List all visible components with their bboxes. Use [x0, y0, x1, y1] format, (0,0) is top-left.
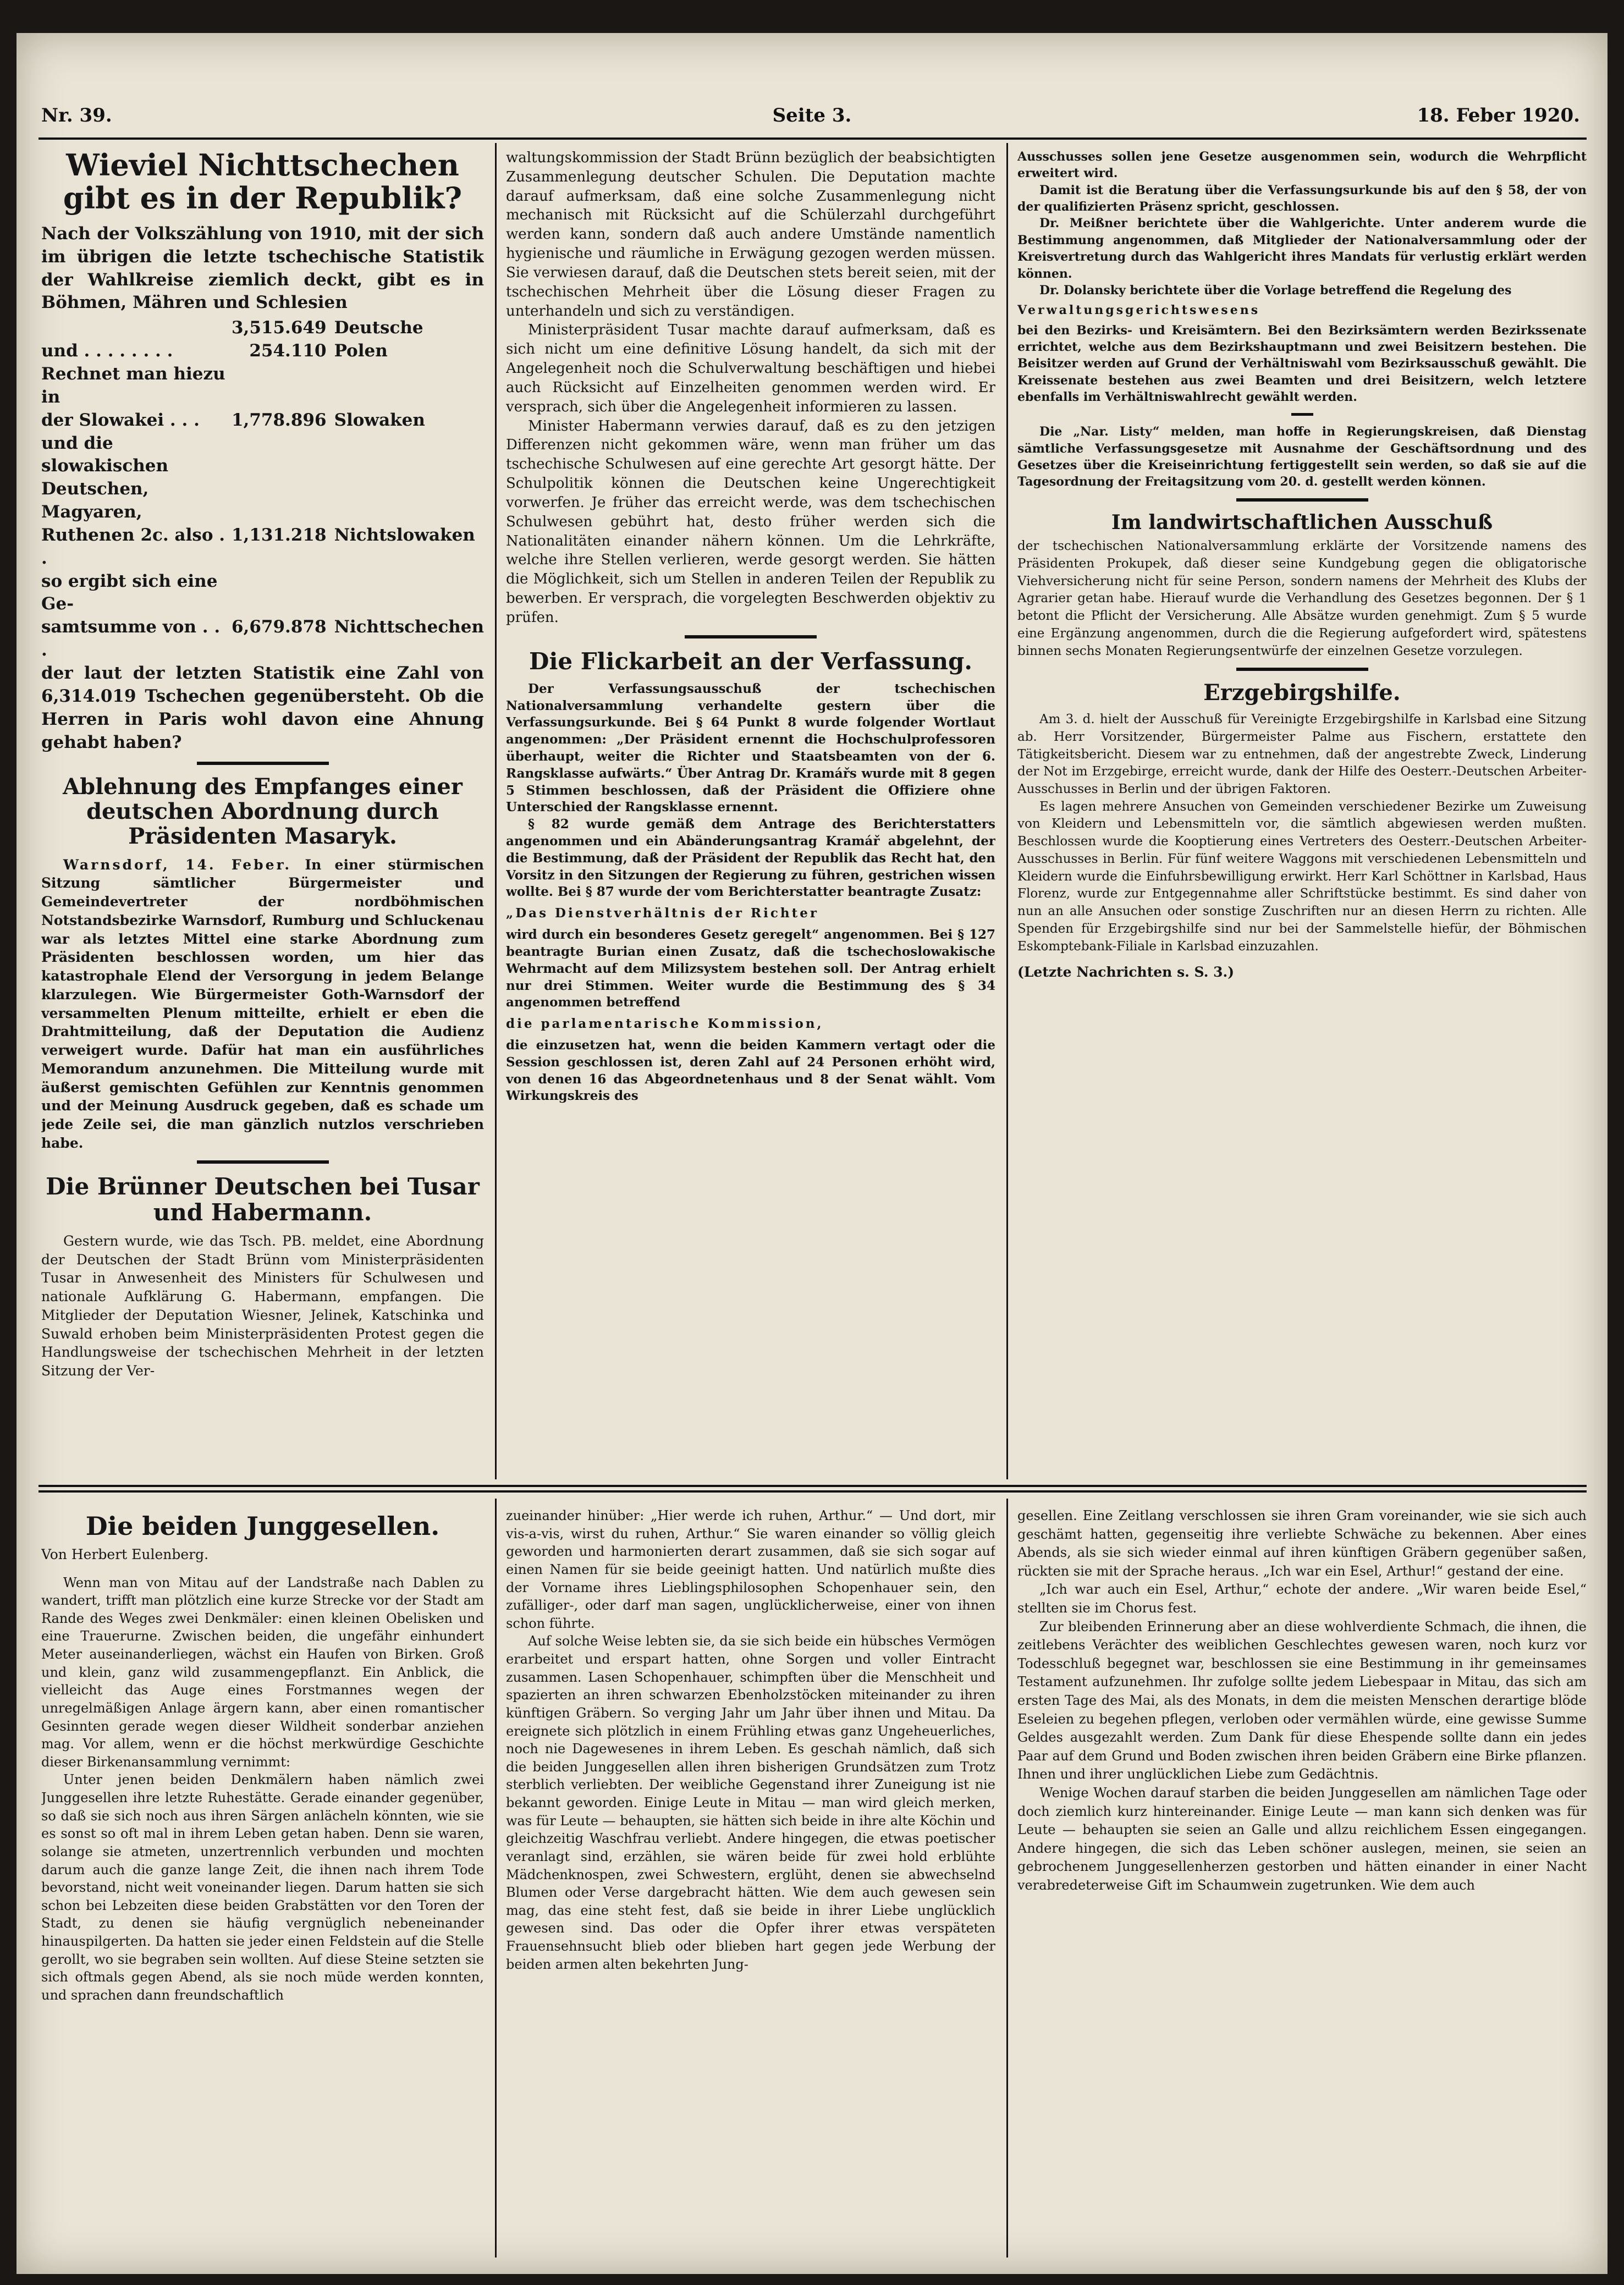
- statistics-label: Rechnet man hiezu in: [41, 364, 225, 407]
- statistics-row: [41, 317, 484, 340]
- feuilleton-column-1: [41, 1507, 484, 2266]
- article-verfassung-quote2: die parlamentarische Kommission,: [506, 1016, 824, 1032]
- article-verfassung-p2: § 82 wurde gemäß dem Antrage des Berichterstatters angenommen und ein Abänderungsantrag Kramář abgelehnt, der die Bestimmung, daß der Präsident der Republik das Recht hat, den Vorsitz in den Sitzungen der Regierung zu führen, gestrichen wissen wollte. Bei § 87 wurde der vom Berichterstatter beantragte Zusatz:: [506, 817, 995, 900]
- article-erzgebirgshilfe-p2: Es lagen mehrere Ansuchen von Gemeinden verschiedener Bezirke um Zuweisung von Kleidern und Lebensmitteln vor, die sämtlich abgewiesen werden mußten. Beschlossen wurde die Kooptierung eines Vertreters des Oesterr.-Deutschen Arbeiter-Ausschusses in Berlin. Für fünf weitere Waggons mit verschiedenen Lebensmitteln und Kleidern wurde die Einfuhrsbewilligung erwirkt. Herr Karl Schöttner in Karlsbad, Haus Florenz, wurde zur Entgegennahme aller Schriftstücke bestimmt. Es sind daher von nun an alle Ansuchen oder sonstige Zuschriften nur an diesen Herrn zu richten. Alle Spenden für Erzgebirgshilfe sind nur bei der Sammelstelle hiefür, der Böhmischen Eskomptebank-Filiale in Karlsbad einzuzahlen.: [1017, 799, 1587, 954]
- header-rule: [38, 137, 1587, 140]
- article-intro: Nach der Volkszählung von 1910, mit der sich im übrigen die letzte tschechische Statistik der Wahlkreise ziemlich deckt, gibt es in Böhmen, Mähren und Schlesien: [41, 223, 484, 313]
- statistics-value: 1,778.896: [231, 410, 327, 430]
- feuilleton-column-rule-1: [495, 1499, 497, 2258]
- article-title-abordnung: Ablehnung des Empfanges einer deutschen Abordnung durch Präsidenten Masaryk.: [63, 774, 463, 849]
- statistics-label: so ergibt sich eine Ge-: [41, 571, 218, 614]
- statistics-unit: [334, 363, 484, 409]
- issue-number: Nr. 39.: [41, 104, 112, 126]
- separator: [1291, 413, 1313, 416]
- statistics-unit: Deutsche: [334, 318, 423, 338]
- feuilleton-p5: gesellen. Eine Zeitlang verschlossen sie ihren Gram voreinander, wie sie sich auch geschämt hatten, gegenseitig ihre verliebte Schwäche zu bekennen. Aber eines Abends, als sie sich wieder einmal auf ihren künftigen Gräbern gegenüber saßen, rückten sie mit der Sprache heraus. „Ich war ein Esel, Arthur!“ gestand der eine.: [1017, 1508, 1587, 1579]
- feuilleton-title: Die beiden Junggesellen.: [85, 1511, 440, 1541]
- statistics-value: [232, 432, 334, 478]
- column-1: [41, 148, 484, 1479]
- statistics-unit: Nichtslowaken: [334, 525, 475, 545]
- column-2: [506, 148, 995, 1479]
- statistics-label: [41, 317, 232, 340]
- article-title-verfassung: Die Flickarbeit an der Verfassung.: [529, 647, 972, 675]
- statistics-unit: Polen: [334, 341, 388, 361]
- feuilleton-column-2: [506, 1507, 995, 2266]
- article-title-erzgebirgshilfe: Erzgebirgshilfe.: [1203, 680, 1401, 706]
- statistics-label: und die slowakischen: [41, 433, 169, 476]
- statistics-label: der Slowakei . . .: [41, 410, 200, 430]
- statistics-unit: [334, 478, 484, 524]
- feuilleton-column-rule-2: [1006, 1499, 1008, 2258]
- statistics-value: [232, 570, 334, 616]
- statistics-value: 1,131.218: [231, 525, 327, 545]
- statistics-unit: Slowaken: [334, 410, 425, 430]
- statistics-label: und . . . . . . . .: [41, 341, 173, 361]
- feuilleton-p1: Wenn man von Mitau auf der Landstraße nach Dablen zu wandert, trifft man plötzlich eine kurze Strecke vor der Stadt am Rande des Weges zwei Denkmäler: einen kleinen Obelisken und eine Trauerurne. Zwischen beiden, die ungefähr einhundert Meter auseinanderliegen, wächst ein Haufen von Birken. Groß und klein, ganz wild zusammengepflanzt. Ein Anblick, die vielleicht das Auge eines Forstmannes wegen der unregelmäßigen Anlage ärgern kann, aber einen romantischer Gesinnten gerade wegen dieser Wildheit sonderbar anziehen mag. Vor allem, wenn er die höchst merkwürdige Geschichte dieser Birkenansammlung vernimmt:: [41, 1574, 484, 1770]
- statistics-row: [41, 478, 484, 524]
- page-number: Seite 3.: [772, 104, 852, 126]
- statistics-row: [41, 616, 484, 662]
- column-rule-2: [1006, 143, 1008, 1479]
- feuilleton-p8: Wenige Wochen darauf starben die beiden Junggesellen am nämlichen Tage oder doch ziemlich kurz hintereinander. Einige Leute — man kann sich denken was für Leute — behaupten sie seien an Galle und allzu reichlichem Essen eingegangen. Andere hingegen, die sich das Leben schöner auslegen, meinen, sie seien an gebrochenem Junggesellenherzen gestorben und hätten einander in einer Nacht verabredeterweise Gift im Schaumwein zugetrunken. Wie dem auch: [1017, 1785, 1587, 1893]
- column-3: [1017, 148, 1587, 1479]
- statistics-row: [41, 363, 484, 409]
- statistics-unit: [334, 570, 484, 616]
- statistics-value: [232, 478, 334, 524]
- statistics-row: [41, 524, 484, 570]
- statistics-row: [41, 432, 484, 478]
- statistics-row: [41, 340, 484, 363]
- feuilleton-rule-top: [38, 1485, 1587, 1487]
- article-verfassung-p4: die einzusetzen hat, wenn die beiden Kammern vertagt oder die Session geschlossen ist, deren Zahl auf 24 Personen erhöht wird, von denen 16 das Abgeordnetenhaus und 8 der Senat wählt. Vom Wirkungskreis des: [506, 1037, 995, 1104]
- article-bruenner-p3: Minister Habermann verwies darauf, daß es zu den jetzigen Differenzen nicht gekommen wäre, wenn man früher um das tschechische Schulwesen auf eine gerechte Art gesorgt hätte. Der Schulpolitik können die Deutschen keine Ungerechtigkeit vorwerfen. Je früher das erreicht werde, was dem tschechischen Schulwesen gebührt hat, desto früher werden sich die Nationalitäten einander nähern können. Um die Lehrkräfte, welche ihre Stellen verlieren, werde gesorgt werden. Sie hätten die Möglichkeit, sich um Stellen in anderen Teilen der Republik zu bewerben. Er versprach, die vorgelegten Beschwerden objektiv zu prüfen.: [506, 417, 995, 626]
- article-abordnung-text: In einer stürmischen Sitzung sämtlicher Bürgermeister und Gemeindevertreter der nordböhmischen Notstandsbezirke Warnsdorf, Rumburg und Schluckenau war als letztes Mittel eine starke Abordnung zum Präsidenten beschlossen worden, um hier das katastrophale Elend der Versorgung in jedem Belange klarzulegen. Wie Bürgermeister Goth-Warnsdorf der versammelten Plenum mitteilte, erhielt er eben die Drahtmitteilung, daß der Deputation die Audienz verweigert wurde. Dafür hat man ein ausführliches Memorandum anzunehmen. Die Mitteilung wurde mit äußerst gemischten Gefühlen zur Kenntnis genommen und der Meinung Ausdruck gegeben, daß es schade um jede Zeile sei, die man gänzlich nutzlos verschrieben habe.: [41, 856, 484, 1151]
- issue-date: 18. Feber 1920.: [1417, 104, 1580, 126]
- feuilleton-p7: Zur bleibenden Erinnerung aber an diese wohlverdiente Schmach, die ihnen, die zeitlebens Verächter des weiblichen Geschlechtes gewesen waren, noch kurz vor Todesschluß begegnet war, beschlossen sie eine Bestimmung in ihr gemeinsames Testament aufzunehmen. Ihr zufolge sollte jedem Liebespaar in Mitau, das sich am ersten Tage des Mai, als des Monats, in dem die meisten Menschen derartige blöde Eseleien zu begehen pflegen, verloben oder vermählen würde, eine gewisse Summe Geldes ausgezahlt werden. Zum Dank für diese Ehespende sollte dann ein jedes Paar auf dem Grund und Boden zwischen ihren beiden Gräbern eine Birke pflanzen. Ihnen und ihrer unglücklichen Liebe zum Gedächtnis.: [1017, 1618, 1587, 1782]
- statistics-value: 6,679.878: [231, 617, 327, 637]
- newspaper-page: [16, 33, 1608, 2274]
- statistics-value: 254.110: [249, 341, 327, 361]
- separator: [197, 1160, 329, 1164]
- article-title-nichttschechen: Wieviel Nichttschechen gibt es in der Republik?: [63, 148, 463, 216]
- statistics-label: samtsumme von . . .: [41, 617, 221, 660]
- article-bruenner-text: Gestern wurde, wie das Tsch. PB. meldet, eine Abordnung der Deutschen der Stadt Brünn vom Ministerpräsidenten Tusar in Anwesenheit des Ministers für Schulwesen und nationale Aufklärung G. Habermann, empfangen. Die Mitglieder der Deputation Wiesner, Jelinek, Katschinka und Suwald erhoben beim Ministerpräsidenten Protest gegen die Handlungsweise der tschechischen Mehrheit in der letzten Sitzung der Ver-: [41, 1232, 484, 1379]
- column-rule-1: [495, 143, 497, 1479]
- article-bruenner-p2: Ministerpräsident Tusar machte darauf aufmerksam, daß es sich nicht um eine definitive Lösung handelt, da sich mit der Angelegenheit noch die Schulverwaltung beschäftigen und hiebei auch Rücksicht auf Einzelheiten genommen werden wird. Er versprach, sich über die Angelegenheit informieren zu lassen.: [506, 322, 995, 415]
- feuilleton-author: Von Herbert Eulenberg.: [41, 1546, 209, 1562]
- article-title-ausschuss: Im landwirtschaftlichen Ausschuß: [1111, 510, 1493, 534]
- statistics-unit: [334, 432, 484, 478]
- statistics-unit: Nichttschechen: [334, 617, 484, 637]
- article-verfassung-c6: Die „Nar. Listy“ melden, man hoffe in Regierungskreisen, daß Dienstag sämtliche Verfassungsgesetze mit Ausnahme der Geschäftsordnung und des Gesetzes über die Kreiseinrichtung fertiggestellt sein werden, so daß sie auf die Tagesordnung der Freitagsitzung vom 20. d. gestellt werden können.: [1017, 425, 1587, 489]
- article-ausschuss-text: der tschechischen Nationalversammlung erklärte der Vorsitzende namens des Präsidenten Prokupek, daß dieser seine Kundgebung gegen die obligatorische Viehversicherung nicht für seine Person, sondern namens der Mehrheit des Klubs der Agrarier getan habe. Hierauf wurde die Verhandlung des Gesetzes begonnen. Der § 1 betont die Pflicht der Versicherung. Alle Absätze wurden genehmigt. Zum § 5 wurde eine Ergänzung angenommen, durch die die Regierung aufgefordert wird, spätestens binnen sechs Monaten Regierungsentwürfe der einzelnen Gesetze vorzulegen.: [1017, 539, 1587, 658]
- statistics-table: [41, 317, 484, 662]
- article-abordnung-body: [41, 856, 484, 1153]
- feuilleton-column-3: [1017, 1507, 1587, 2266]
- separator: [1236, 498, 1368, 502]
- feuilleton-p6: „Ich war auch ein Esel, Arthur,“ echote der andere. „Wir waren beide Esel,“ stellten sie im Chorus fest.: [1017, 1582, 1587, 1616]
- statistics-row: [41, 409, 484, 432]
- article-verfassung-quote: „Das Dienstverhältnis der Richter: [506, 906, 819, 921]
- feuilleton-p4: Auf solche Weise lebten sie, da sie sich beide ein hübsches Vermögen erarbeitet und erspart hatten, ohne Sorgen und voller Eintracht zusammen. Lasen Schopenhauer, schimpften über die Menschheit und spazierten an ihren schwarzen Ebenholzstöcken miteinander zu ihren künftigen Gräbern. So verging Jahr um Jahr über ihnen und Mitau. Da ereignete sich plötzlich in einem Frühling etwas ganz Ungeheuerliches, noch nie Dagewesenes in ihrem Leben. Es geschah nämlich, daß sich die beiden Junggesellen allen ihren bisherigen Grundsätzen zum Trotz sterblich verliebten. Der weibliche Gegenstand ihrer Zuneigung ist nie bekannt geworden. Einige Leute in Mitau — man wird gleich merken, was für Leute — behaupten, sie hätten sich beide in ihre alte Köchin und gleichzeitig Waschfrau verliebt. Andere hingegen, die etwas poetischer veranlagt sind, erzählen, sie wären beide für zwei hold erblühte Mädchenknospen, zwei Schwestern, erglüht, denen sie abwechselnd Blumen oder Verse dargebracht hätten. Wie dem auch gewesen sein mag, das eine steht fest, daß sie beide in ihrer Liebe unglücklich gewesen sind. Das oder die Opfer ihrer etwas verspäteten Frauensehnsucht blieb oder blieben hart gegen jede Werbung der beiden armen alten bekehrten Jung-: [506, 1633, 995, 1972]
- feuilleton-p2: Unter jenen beiden Denkmälern haben nämlich zwei Junggesellen ihre letzte Ruhestätte. Gerade einander gegenüber, so daß sie sich noch aus ihren Särgen anlächeln könnten, wie sie es sonst so oft mal in ihrem Leben getan haben. Denn sie waren, solange sie atmeten, unzertrennlich verbunden und mochten darum auch die ganze lange Zeit, die ihnen nach ihrem Tode bevorstand, nicht weit voneinander liegen. Darum hatten sie sich schon bei Lebzeiten diese beiden Grabstätten vor den Toren der Stadt, zu denen sie häufig vergnüglich nebeneinander hinauspilgerten. Da hatten sie jeder einen Feldstein auf die Stelle gerollt, wo sie begraben sein wollten. Auf diese Steine setzten sie sich oftmals gegen Abend, als sie noch müde werden konnten, und sprachen dann freundschaftlich: [41, 1772, 484, 2003]
- article-verfassung-p3: wird durch ein besonderes Gesetz geregelt“ angenommen. Bei § 127 beantragte Burian einen Zusatz, daß die tschechoslowakische Wehrmacht auf dem Milizsystem bestehen soll. Der Antrag erhielt nur drei Stimmen. Weiter wurde die Bestimmung des § 34 angenommen betreffend: [506, 927, 995, 1010]
- article-bruenner-continued: waltungskommission der Stadt Brünn bezüglich der beabsichtigten Zusammenlegung deutscher Schulen. Die Deputation machte darauf aufmerksam, daß eine solche Zusammenlegung nicht mechanisch mit Rücksicht auf die Schülerzahl durchgeführt werden kann, sondern daß auch andere Umstände namentlich hygienische und räumliche in Erwägung gezogen werden müssen. Sie verwiesen darauf, daß die Deutschen stets bereit seien, mit der tschechischen Mehrheit über die Lösung dieser Fragen zu unterhandeln und sich zu verständigen.: [506, 150, 995, 320]
- article-verfassung-quote3: Verwaltungsgerichtswesens: [1017, 303, 1260, 318]
- article-verfassung-continued: Ausschusses sollen jene Gesetze ausgenommen sein, wodurch die Wehrpflicht erweitert wird.: [1017, 150, 1587, 181]
- statistics-label: Ruthenen 2c. also . .: [41, 525, 225, 568]
- article-title-bruenner: Die Brünner Deutschen bei Tusar und Habermann.: [46, 1172, 480, 1226]
- article-verfassung-c3: Dr. Meißner berichtete über die Wahlgerichte. Unter anderem wurde die Bestimmung angenommen, daß Mitglieder der Nationalversammlung oder der Kreisvertretung durch das Wahlgericht ihres Mandats für verlustig erklärt werden können.: [1017, 216, 1587, 281]
- article-verfassung-c5: bei den Bezirks- und Kreisämtern. Bei den Bezirksämtern werden Bezirkssenate errichtet, welche aus dem Bezirkshauptmann und zwei Beisitzern bestehen. Die Beisitzer werden auf Grund der Verhältniswahl vom Bezirksausschuß gewählt. Die Kreissenate bestehen aus zwei Beamten und drei Beisitzern, welch letztere ebenfalls im Verhältniswahlrecht gewählt werden.: [1017, 323, 1587, 405]
- statistics-value: 3,515.649: [231, 318, 327, 338]
- feuilleton-p3: zueinander hinüber: „Hier werde ich ruhen, Arthur.“ — Und dort, mir vis-a-vis, wirst du ruhen, Arthur.“ Sie waren einander so völlig gleich geworden und harmonierten derart zusammen, daß sie sich sogar auf einen Namen für sie beide geeinigt hatten. Und natürlich mußte dies der Vorname ihres Lieblingsphilosophen Schopenhauer sein, den zufälliger-, oder darf man sagen, unglücklicherweise, einer von ihnen schon führte.: [506, 1508, 995, 1631]
- separator: [197, 762, 329, 765]
- statistics-label: Deutschen, Magyaren,: [41, 479, 149, 522]
- separator: [1236, 668, 1368, 671]
- dateline: Warnsdorf, 14. Feber.: [63, 856, 292, 873]
- statistics-value: [232, 363, 334, 409]
- article-verfassung-p1: Der Verfassungsausschuß der tschechischen Nationalversammlung verhandelte gestern über die Verfassungsurkunde. Bei § 64 Punkt 8 wurde folgender Wortlaut angenommen: „Der Präsident ernennt die Hochschulprofessoren überhaupt, weiter die Richter und Staatsbeamten von der 6. Rangsklasse aufwärts.“ Über Antrag Dr. Kramářs wurde mit 8 gegen 5 Stimmen beschlossen, daß der Präsident die Offiziere ohne Unterschied der Rangsklasse ernennt.: [506, 681, 995, 815]
- article-verfassung-c4: Dr. Dolansky berichtete über die Vorlage betreffend die Regelung des: [1039, 283, 1512, 298]
- article-erzgebirgshilfe-p1: Am 3. d. hielt der Ausschuß für Vereinigte Erzgebirgshilfe in Karlsbad eine Sitzung ab. Herr Vorsitzender, Bürgermeister Palme aus Fischern, erstattete den Tätigkeitsbericht. Diesem war zu entnehmen, daß der angestrebte Zweck, Linderung der Not im Erzgebirge, erreicht wurde, dank der Hilfe des Oesterr.-Deutschen Arbeiter-Ausschusses in Berlin und der übrigen Faktoren.: [1017, 712, 1587, 797]
- feuilleton-rule-bottom: [38, 1490, 1587, 1493]
- statistics-row: [41, 570, 484, 616]
- article-verfassung-c2: Damit ist die Beratung über die Verfassungsurkunde bis auf den § 58, der von der qualifizierten Präsenz spricht, geschlossen.: [1017, 183, 1587, 214]
- article-outro: der laut der letzten Statistik eine Zahl von 6,314.019 Tschechen gegenübersteht. Ob die Herren in Paris wohl davon eine Ahnung gehabt haben?: [41, 663, 484, 752]
- reference-note: (Letzte Nachrichten s. S. 3.): [1017, 964, 1235, 981]
- separator: [685, 635, 817, 638]
